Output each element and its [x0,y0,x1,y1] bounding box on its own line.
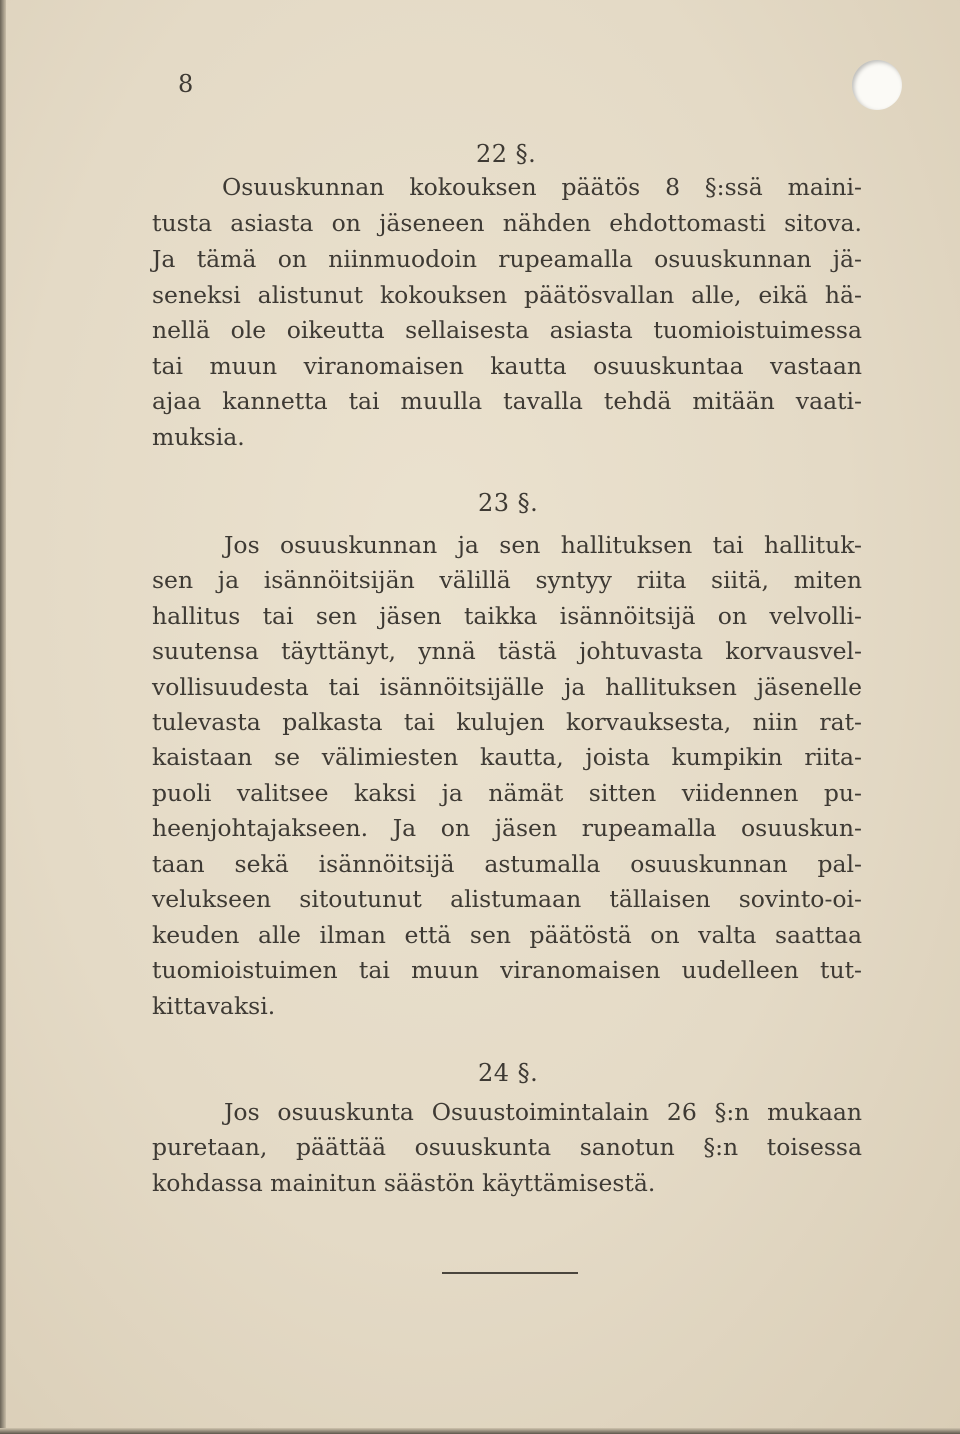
paragraph-line: heenjohtajakseen. Ja on jäsen rupeamalla osuuskun- [152,814,862,842]
punch-hole [852,60,902,110]
paragraph-line: keuden alle ilman että sen päätöstä on valta saattaa [152,921,862,949]
paragraph-line: sen ja isännöitsijän välillä syntyy riita siitä, miten [152,566,862,594]
page-edge-bottom [0,1428,960,1434]
paragraph-line: tuomioistuimen tai muun viranomaisen uudelleen tut- [152,956,862,984]
paragraph-line: Jos osuuskunta Osuustoimintalain 26 §:n mukaan [224,1098,862,1126]
paragraph-line: kaistaan se välimiesten kautta, joista kumpikin riita- [152,743,862,771]
paragraph-line: hallitus tai sen jäsen taikka isännöitsijä on velvolli- [152,602,862,630]
paragraph-line: Osuuskunnan kokouksen päätös 8 §:ssä maini- [222,173,862,201]
paragraph-line: velukseen sitoutunut alistumaan tällaisen sovinto-oi- [152,885,862,913]
paragraph-line: vollisuudesta tai isännöitsijälle ja hallituksen jäsenelle [152,673,862,701]
paragraph-line: puoli valitsee kaksi ja nämät sitten viidennen pu- [152,779,862,807]
paragraph-line: tulevasta palkasta tai kulujen korvauksesta, niin rat- [152,708,862,736]
section-heading-24: 24 §. [478,1059,539,1087]
paragraph-line: ajaa kannetta tai muulla tavalla tehdä mitään vaati- [152,387,862,415]
page-number: 8 [178,70,194,98]
closing-rule [442,1272,578,1274]
paragraph-line: nellä ole oikeutta sellaisesta asiasta tuomioistuimessa [152,316,862,344]
paragraph-line: kittavaksi. [152,992,276,1020]
paragraph-line: seneksi alistunut kokouksen päätösvallan alle, eikä hä- [152,281,862,309]
section-heading-22: 22 §. [476,140,537,168]
paragraph-line: taan sekä isännöitsijä astumalla osuuskunnan pal- [152,850,862,878]
paragraph-line: tai muun viranomaisen kautta osuuskuntaa vastaan [152,352,862,380]
page-edge-left [0,0,6,1434]
paragraph-line: kohdassa mainitun säästön käyttämisestä. [152,1169,656,1197]
paragraph-line: puretaan, päättää osuuskunta sanotun §:n toisessa [152,1133,862,1161]
paragraph-line: Ja tämä on niinmuodoin rupeamalla osuuskunnan jä- [152,245,862,273]
paragraph-line: muksia. [152,423,245,451]
section-heading-23: 23 §. [478,489,539,517]
paragraph-line: suutensa täyttänyt, ynnä tästä johtuvasta korvausvel- [152,637,862,665]
paragraph-line: tusta asiasta on jäseneen nähden ehdottomasti sitova. [152,209,862,237]
paragraph-line: Jos osuuskunnan ja sen hallituksen tai hallituk- [224,531,862,559]
